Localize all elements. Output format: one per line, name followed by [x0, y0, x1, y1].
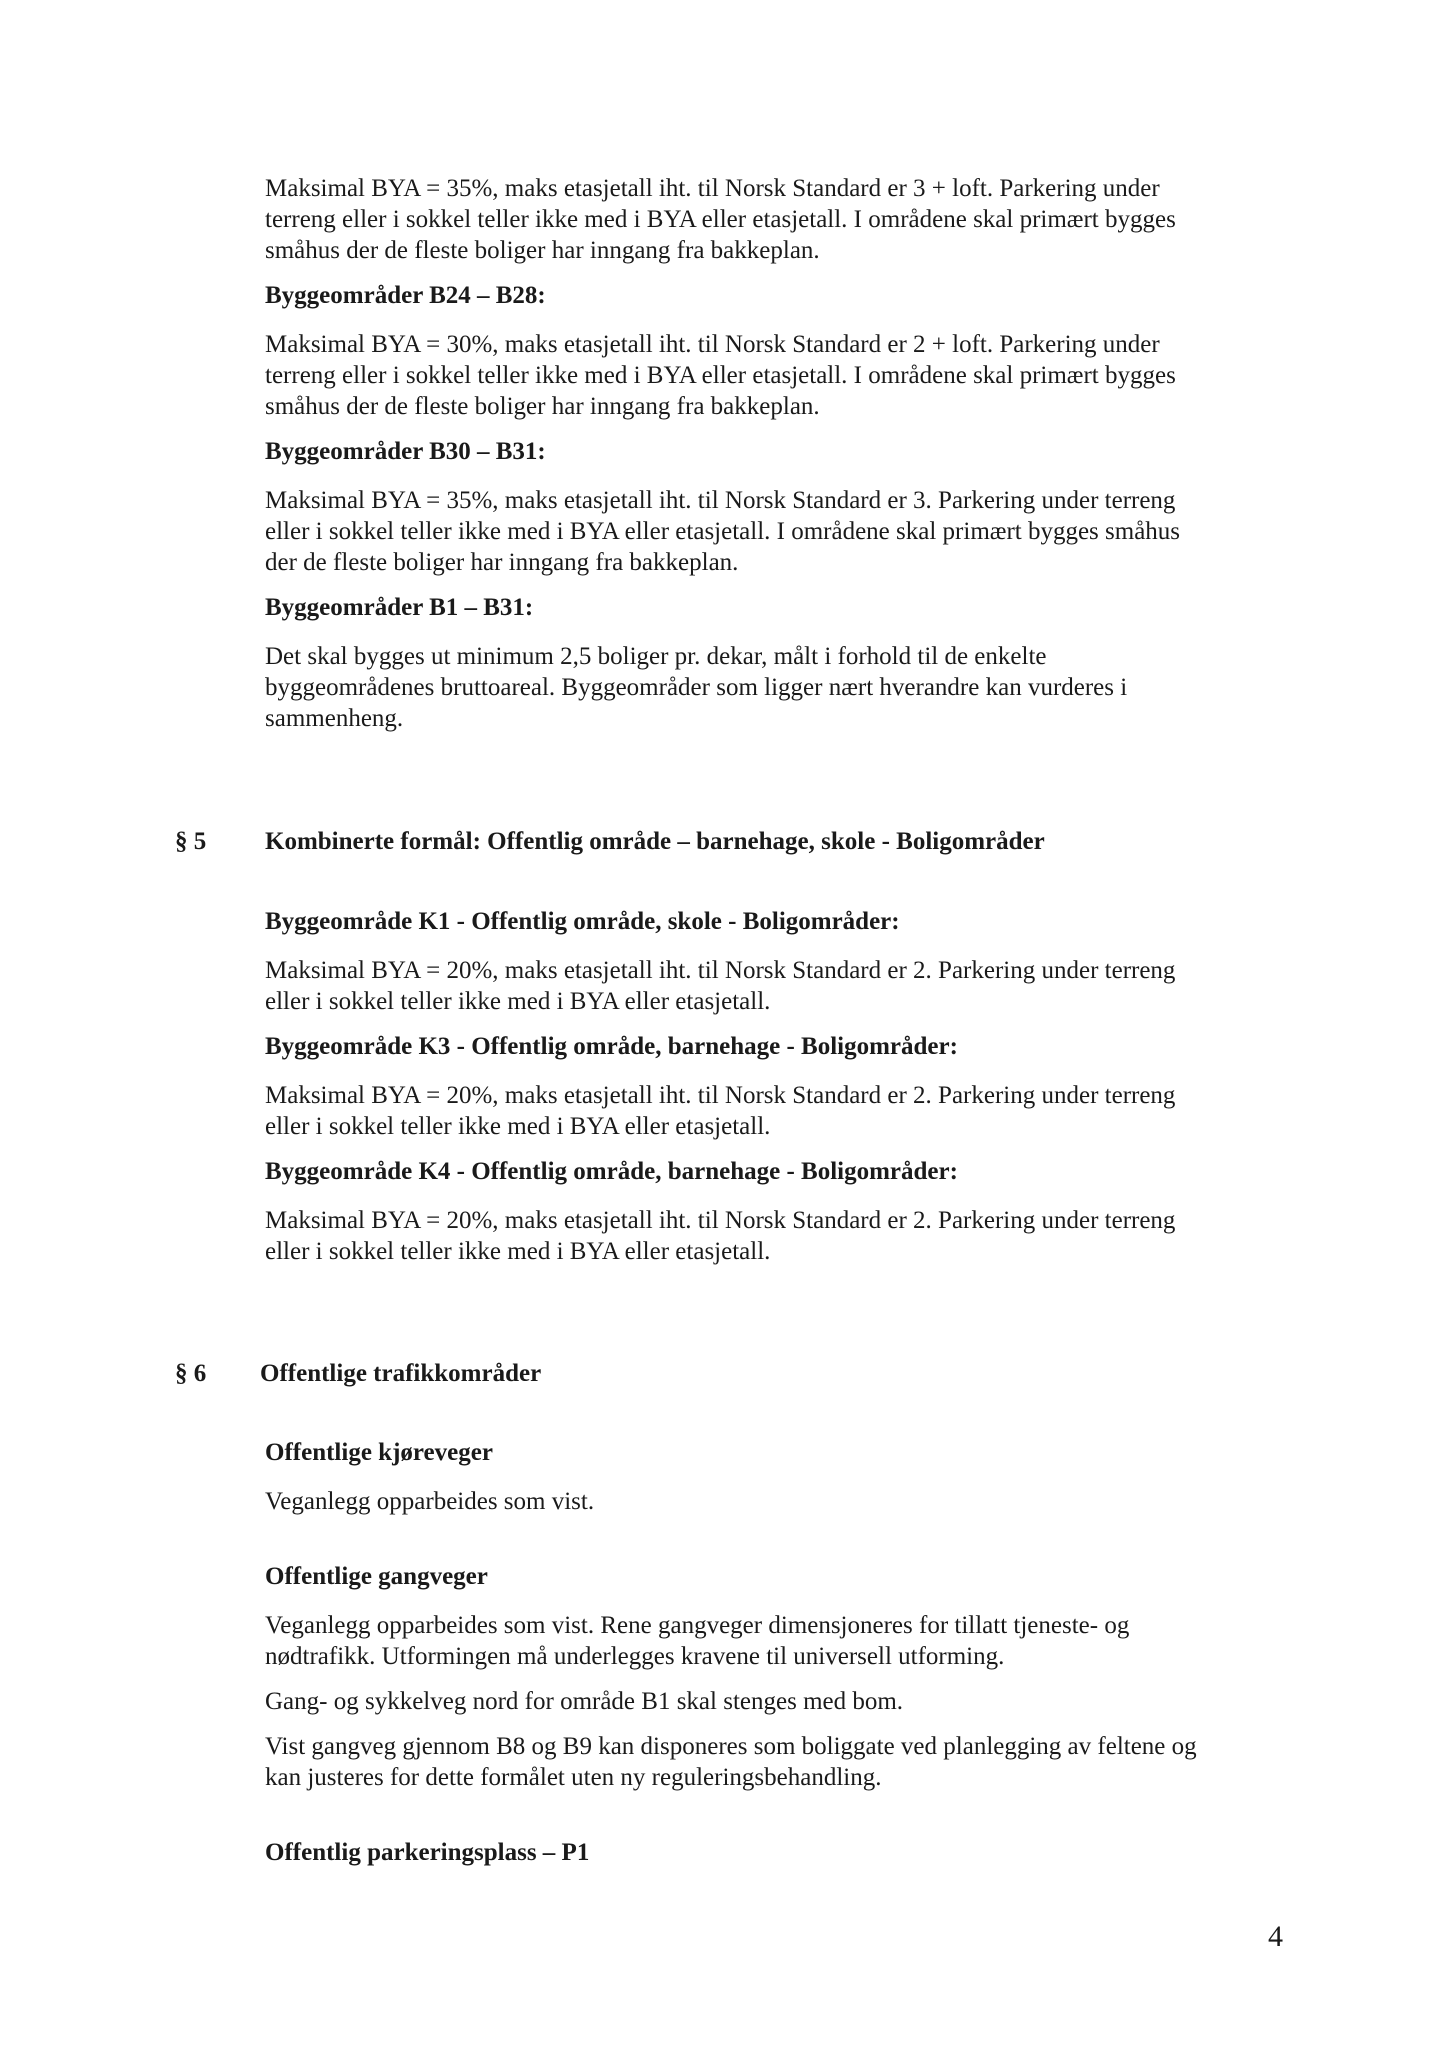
paragraph — [265, 173, 1285, 266]
paragraph — [265, 1205, 1285, 1267]
text-line: Maksimal BYA = 20%, maks etasjetall iht. til Norsk Standard er 2. Parkering under terreng — [265, 957, 1176, 984]
paragraph — [265, 329, 1285, 422]
section-5-heading — [175, 826, 1045, 857]
subheading-b24-b28: Byggeområder B24 – B28: — [265, 282, 546, 309]
building-areas-block — [265, 173, 1285, 734]
text-line: der de fleste boliger har inngang fra bakkeplan. — [265, 549, 739, 576]
paragraph — [265, 1731, 1285, 1793]
subheading-b30-b31: Byggeområder B30 – B31: — [265, 438, 546, 465]
text-line: eller i sokkel teller ikke med i BYA eller etasjetall. I områdene skal primært bygges småhus — [265, 518, 1181, 545]
subheading-parkering: Offentlig parkeringsplass – P1 — [265, 1839, 590, 1866]
subheading-k1: Byggeområde K1 - Offentlig område, skole - Boligområder: — [265, 908, 900, 935]
section-title: Kombinerte formål: Offentlig område – barnehage, skole - Boligområder — [265, 828, 1045, 855]
paragraph — [265, 485, 1285, 578]
subheading-b1-b31: Byggeområder B1 – B31: — [265, 594, 534, 621]
text-line: Det skal bygges ut minimum 2,5 boliger pr. dekar, målt i forhold til de enkelte — [265, 643, 1047, 670]
page-number: 4 — [1268, 1920, 1283, 1953]
text-line: eller i sokkel teller ikke med i BYA eller etasjetall. — [265, 988, 771, 1015]
text-line: eller i sokkel teller ikke med i BYA eller etasjetall. — [265, 1113, 771, 1140]
section-number: § 6 — [175, 1360, 207, 1387]
text-line: småhus der de fleste boliger har inngang fra bakkeplan. — [265, 393, 820, 420]
text-line: Vist gangveg gjennom B8 og B9 kan disponeres som boliggate ved planlegging av feltene og — [265, 1733, 1197, 1760]
section-5-content — [265, 906, 1285, 1267]
text-line: Maksimal BYA = 35%, maks etasjetall iht. til Norsk Standard er 3 + loft. Parkering under — [265, 175, 1160, 202]
paragraph — [265, 641, 1285, 734]
section-title: Offentlige trafikkområder — [260, 1360, 542, 1387]
text-line: byggeområdenes bruttoareal. Byggeområder som ligger nært hverandre kan vurderes i — [265, 674, 1128, 701]
text-line: Maksimal BYA = 35%, maks etasjetall iht. til Norsk Standard er 3. Parkering under terreng — [265, 487, 1176, 514]
section-6-heading — [175, 1358, 541, 1389]
text-line: Maksimal BYA = 20%, maks etasjetall iht. til Norsk Standard er 2. Parkering under terreng — [265, 1082, 1176, 1109]
section-6-content — [265, 1437, 1285, 1868]
text-line: kan justeres for dette formålet uten ny reguleringsbehandling. — [265, 1764, 882, 1791]
text-line: eller i sokkel teller ikke med i BYA eller etasjetall. — [265, 1238, 771, 1265]
text-line: nødtrafikk. Utformingen må underlegges kravene til universell utforming. — [265, 1643, 1005, 1670]
text-line: sammenheng. — [265, 705, 404, 732]
subheading-kjoreveger: Offentlige kjøreveger — [265, 1439, 493, 1466]
text-line: terreng eller i sokkel teller ikke med i BYA eller etasjetall. I områdene skal primært bygges — [265, 362, 1176, 389]
paragraph: Gang- og sykkelveg nord for område B1 skal stenges med bom. — [265, 1688, 904, 1715]
text-line: Veganlegg opparbeides som vist. Rene gangveger dimensjoneres for tillatt tjeneste- og — [265, 1612, 1130, 1639]
subheading-gangveger: Offentlige gangveger — [265, 1563, 488, 1590]
section-number: § 5 — [175, 828, 207, 855]
subheading-k3: Byggeområde K3 - Offentlig område, barnehage - Boligområder: — [265, 1033, 958, 1060]
paragraph — [265, 1610, 1285, 1672]
text-line: småhus der de fleste boliger har inngang fra bakkeplan. — [265, 237, 820, 264]
paragraph — [265, 1080, 1285, 1142]
text-line: Maksimal BYA = 30%, maks etasjetall iht. til Norsk Standard er 2 + loft. Parkering under — [265, 331, 1160, 358]
text-line: Maksimal BYA = 20%, maks etasjetall iht. til Norsk Standard er 2. Parkering under terreng — [265, 1207, 1176, 1234]
paragraph: Veganlegg opparbeides som vist. — [265, 1488, 595, 1515]
subheading-k4: Byggeområde K4 - Offentlig område, barnehage - Boligområder: — [265, 1158, 958, 1185]
text-line: terreng eller i sokkel teller ikke med i BYA eller etasjetall. I områdene skal primært bygges — [265, 206, 1176, 233]
paragraph — [265, 955, 1285, 1017]
